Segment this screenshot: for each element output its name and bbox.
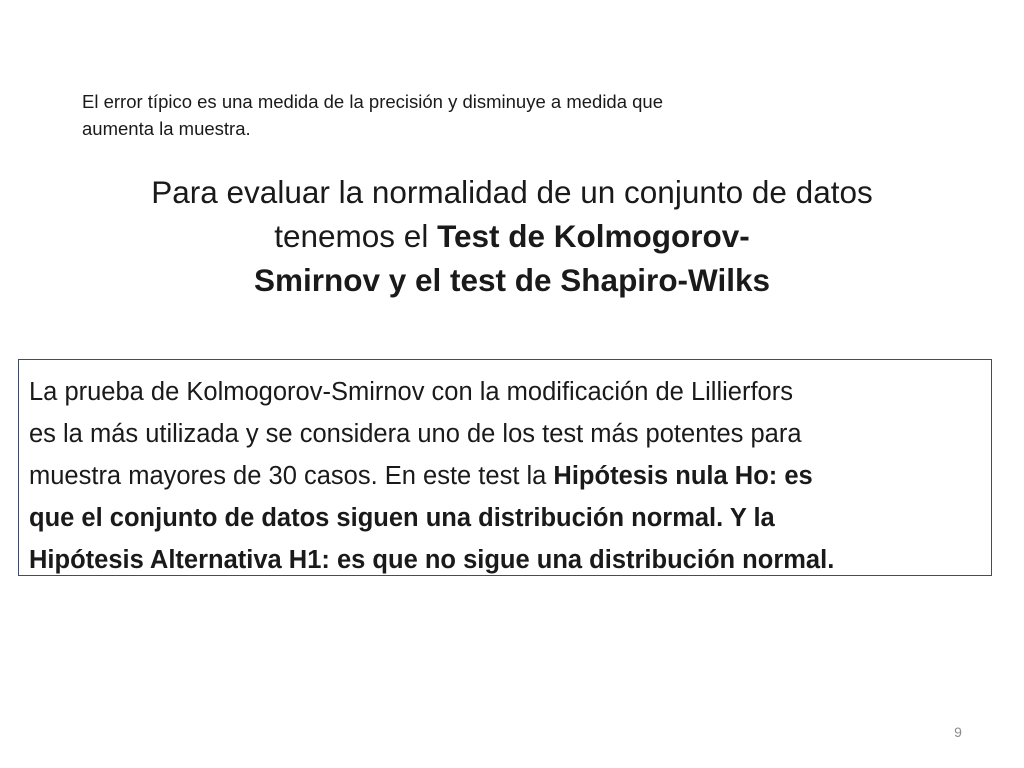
headline-line-1: Para evaluar la normalidad de un conjunto de datos xyxy=(151,174,873,210)
callout-box xyxy=(18,359,992,576)
headline-line-2-bold: Test de Kolmogorov- xyxy=(437,218,750,254)
callout-line-4: que el conjunto de datos siguen una distribución normal. Y la xyxy=(29,504,775,532)
callout-line-5: Hipótesis Alternativa H1: es que no sigue una distribución normal. xyxy=(29,546,835,574)
callout-line-3 xyxy=(29,455,981,497)
headline-line-2-plain: tenemos el xyxy=(274,218,438,254)
page-number: 9 xyxy=(954,724,962,740)
headline-line-2 xyxy=(60,214,964,258)
intro-line-2: aumenta la muestra. xyxy=(82,118,251,139)
headline-line-3: Smirnov y el test de Shapiro-Wilks xyxy=(253,262,771,298)
callout-line-3-bold: Hipótesis nula Ho: es xyxy=(553,462,813,490)
slide-headline xyxy=(60,170,964,302)
callout-line-2: es la más utilizada y se considera uno de los test más potentes para xyxy=(29,420,802,448)
callout-line-3-plain: muestra mayores de 30 casos. En este test la xyxy=(29,462,554,490)
callout-line-1: La prueba de Kolmogorov-Smirnov con la modificación de Lillierfors xyxy=(29,378,793,406)
intro-text xyxy=(82,88,842,142)
intro-line-1: El error típico es una medida de la precisión y disminuye a medida que xyxy=(82,91,664,112)
